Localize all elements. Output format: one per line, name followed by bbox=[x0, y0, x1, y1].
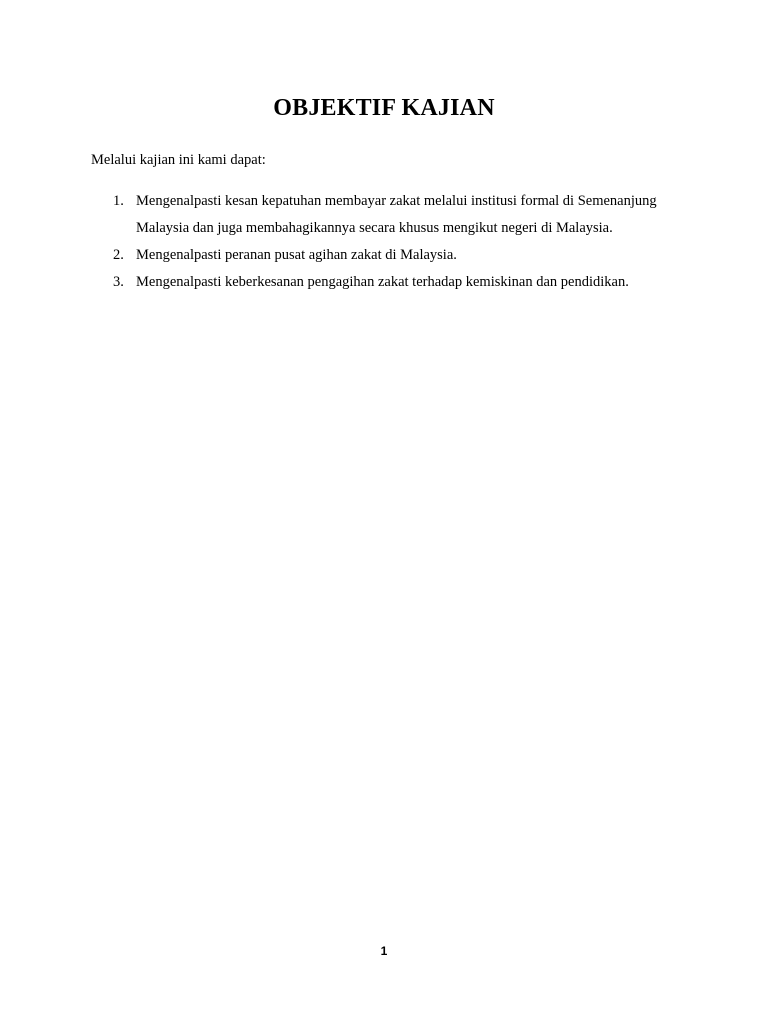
objective-number: 1. bbox=[113, 193, 124, 209]
page-title: OBJEKTIF KAJIAN bbox=[273, 95, 495, 121]
objective-item-2 bbox=[91, 242, 691, 269]
objectives-list bbox=[91, 188, 691, 296]
page-number: 1 bbox=[380, 944, 388, 958]
objective-number: 3. bbox=[113, 274, 124, 290]
objective-text: Mengenalpasti keberkesanan pengagihan zakat terhadap kemiskinan dan pendidikan. bbox=[136, 274, 629, 290]
objective-item-1 bbox=[91, 188, 691, 242]
objective-item-3 bbox=[91, 269, 691, 296]
objective-text: Mengenalpasti peranan pusat agihan zakat di Malaysia. bbox=[136, 247, 457, 263]
objective-text: Mengenalpasti kesan kepatuhan membayar zakat melalui institusi formal di Semenanjung Malaysia dan juga membahagikannya secara khusus mengikut negeri di Malaysia. bbox=[136, 193, 657, 236]
intro-text: Melalui kajian ini kami dapat: bbox=[91, 152, 266, 168]
objective-number: 2. bbox=[113, 247, 124, 263]
